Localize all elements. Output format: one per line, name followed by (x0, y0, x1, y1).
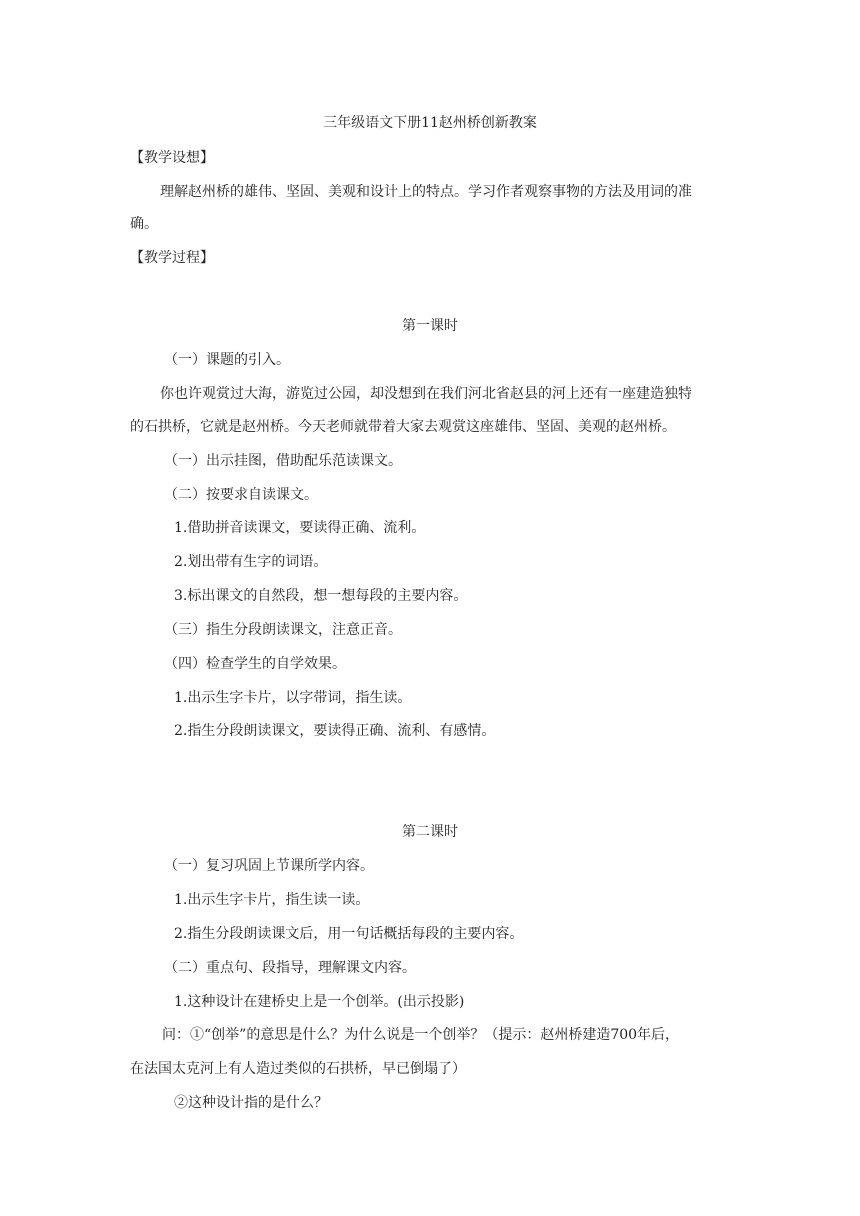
lesson-1-step-4-item: 2.指生分段朗读课文，要读得正确、流利、有感情。 (174, 723, 496, 739)
lesson-1-step-4-item: 1.出示生字卡片，以字带词，指生读。 (174, 690, 412, 706)
document-title: 三年级语文下册11赵州桥创新教案 (323, 115, 537, 131)
lesson-2-question-line-2: 在法国太克河上有人造过类似的石拱桥，早已倒塌了） (130, 1061, 466, 1077)
lesson-2-focus-item-1: 1.这种设计在建桥史上是一个创举。(出示投影) (174, 994, 465, 1010)
lesson-1-intro-line-1: 你也许观赏过大海，游览过公园，却没想到在我们河北省赵县的河上还有一座建造独特 (160, 386, 692, 402)
lesson-2-question-line-1: 问：①“创举”的意思是什么？为什么说是一个创举？（提示：赵州桥建造700年后， (162, 1027, 680, 1043)
lesson-1-step-1: （一）出示挂图，借助配乐范读课文。 (164, 453, 402, 469)
section-heading-teaching-process: 【教学过程】 (130, 250, 214, 266)
lesson-1-title: 第一课时 (402, 318, 458, 334)
lesson-2-focus-heading: （二）重点句、段指导，理解课文内容。 (164, 960, 416, 976)
lesson-2-question-2: ②这种设计指的是什么？ (174, 1095, 328, 1111)
lesson-1-step-2-item: 3.标出课文的自然段，想一想每段的主要内容。 (174, 588, 468, 604)
section-heading-teaching-design: 【教学设想】 (130, 150, 214, 166)
lesson-1-step-2-item: 2.划出带有生字的词语。 (174, 554, 328, 570)
lesson-1-step-3: （三）指生分段朗读课文，注意正音。 (164, 622, 402, 638)
lesson-1-step-2: （二）按要求自读课文。 (164, 487, 318, 503)
design-paragraph-line-1: 理解赵州桥的雄伟、坚固、美观和设计上的特点。学习作者观察事物的方法及用词的准 (160, 184, 692, 200)
lesson-2-review-item: 2.指生分段朗读课文后，用一句话概括每段的主要内容。 (174, 926, 524, 942)
lesson-2-title: 第二课时 (402, 824, 458, 840)
lesson-2-review-heading: （一）复习巩固上节课所学内容。 (164, 858, 374, 874)
lesson-1-intro-heading: （一）课题的引入。 (164, 352, 290, 368)
lesson-1-step-2-item: 1.借助拼音读课文，要读得正确、流利。 (174, 520, 426, 536)
lesson-1-step-4: （四）检查学生的自学效果。 (164, 656, 346, 672)
lesson-1-intro-line-2: 的石拱桥，它就是赵州桥。今天老师就带着大家去观赏这座雄伟、坚固、美观的赵州桥。 (130, 419, 676, 435)
design-paragraph-line-2: 确。 (130, 216, 158, 232)
lesson-2-review-item: 1.出示生字卡片，指生读一读。 (174, 892, 370, 908)
